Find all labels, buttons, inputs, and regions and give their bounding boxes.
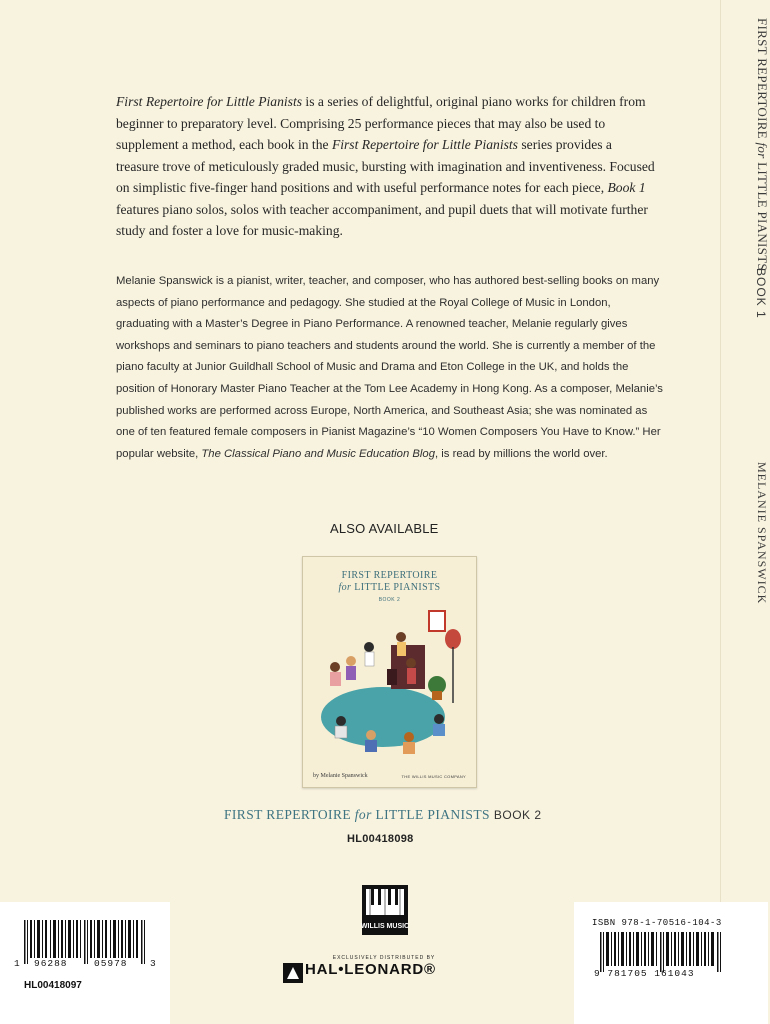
bio-text-2: , is read by millions the world over. <box>435 447 608 460</box>
also-available-heading: ALSO AVAILABLE <box>330 521 439 536</box>
bio-text-1: Melanie Spanswick is a pianist, writer, teacher, and composer, who has authored best-selling books on many aspects of piano performance and pedagogy. She studied at the Royal College of Music in London, graduating with a Master’s Degree in Piano Performance. A renowned teacher, Melanie regularly gives workshops and seminars to piano teachers and students around the world. She is currently a member of the piano faculty at Junior Guildhall School of Music and Drama and Eton College in the UK, and holds the position of Honorary Master Piano Teacher at the Tom Lee Academy in Hong Kong. As a composer, Melanie’s published works are performed across Europe, North America, and Southeast Asia; she was nominated as one of ten featured female composers in Pianist Magazine’s “10 Women Composers You Have to Know.” Her popular website, <box>116 275 663 460</box>
cover-book-label: BOOK 2 <box>378 597 401 603</box>
series-title-for: for <box>354 807 372 822</box>
bio-blog-title: The Classical Piano and Music Education Blog <box>201 447 436 460</box>
distributed-by: EXCLUSIVELY DISTRIBUTED BY <box>332 955 436 961</box>
child-5 <box>336 716 346 726</box>
child-7-body <box>403 742 415 754</box>
spine-book: BOOK 1 <box>754 268 768 319</box>
book2-cover <box>302 556 477 788</box>
child-6-body <box>365 740 377 752</box>
child-2 <box>364 642 374 652</box>
child-4-body <box>346 666 356 680</box>
cover-author: by Melanie Spanswick <box>313 773 368 779</box>
child-1-body <box>397 642 406 656</box>
spine-title-part1: FIRST REPERTOIRE <box>755 18 770 143</box>
teacher-body <box>407 668 416 684</box>
spine-title <box>754 18 770 271</box>
series-title-part1: FIRST REPERTOIRE <box>224 807 355 822</box>
spine-title-part2: LITTLE PIANISTS <box>755 158 770 271</box>
upc-check-digit: 3 <box>150 958 157 969</box>
plant-pot <box>432 691 442 700</box>
description-text-1: is a series of delightful, original piano works for children from beginner to preparatory level. Comprising 25 performance pieces that may also be used to supplement a method, each book in the <box>116 94 646 152</box>
picture-frame <box>429 611 445 631</box>
child-2-body <box>365 652 374 666</box>
child-8 <box>434 714 444 724</box>
cover-publisher: THE WILLIS MUSIC COMPANY <box>401 774 466 779</box>
barcode-isbn <box>574 902 768 1024</box>
child-6 <box>366 730 376 740</box>
series-book: BOOK 2 <box>493 808 542 822</box>
teacher <box>406 658 416 668</box>
isbn-bars <box>600 932 740 972</box>
spine-divider <box>720 0 721 1024</box>
spine <box>720 0 768 1024</box>
upc-digits-right: 05978 <box>94 958 128 969</box>
child-7 <box>404 732 414 742</box>
child-4 <box>346 656 356 666</box>
isbn-label: ISBN 978-1-70516-104-3 <box>592 918 722 928</box>
upc-digits-left: 96288 <box>34 958 68 969</box>
barcode-upc <box>0 902 170 1024</box>
description-text-3: features piano solos, solos with teacher accompaniment, and pupil duets that will motivate further study and foster a love for music-making. <box>116 201 648 238</box>
description-book: Book 1 <box>607 180 646 195</box>
cover-title-rest: LITTLE PIANISTS <box>351 582 441 593</box>
upc-lead-digit: 1 <box>14 958 21 969</box>
hal-leonard-logo-mark <box>283 963 303 983</box>
upc-hl-code: HL00418097 <box>24 980 82 991</box>
willis-music-logo <box>362 885 408 935</box>
description-title: First Repertoire for Little Pianists <box>116 94 303 109</box>
description-title-2: First Repertoire for Little Pianists <box>331 137 518 152</box>
series-description <box>116 91 658 242</box>
hal-leonard-wordmark: HAL•LEONARD® <box>305 961 436 978</box>
book2-series-title <box>224 807 542 823</box>
child-5-body <box>335 726 347 738</box>
piano-keys <box>387 669 397 685</box>
child-3-body <box>330 672 341 686</box>
spine-title-for: for <box>755 142 770 159</box>
series-title-part2: LITTLE PIANISTS <box>371 807 490 822</box>
cover-illustration <box>313 607 466 767</box>
child-3 <box>330 662 340 672</box>
child-1 <box>396 632 406 642</box>
cover-title-line2 <box>303 582 476 593</box>
author-bio <box>116 271 664 465</box>
book2-code: HL00418098 <box>347 833 414 845</box>
isbn-digits: 9 781705 161043 <box>594 968 695 979</box>
lamp-shade <box>445 629 461 649</box>
cover-title-line1: FIRST REPERTOIRE <box>341 570 438 581</box>
child-8-body <box>433 724 445 736</box>
description-text-2: series provides a treasure trove of meticulously graded music, bursting with imagination and inventiveness. Focused on simplistic five-finger hand positions and with useful performance notes for each piece, <box>116 137 655 195</box>
cover-title-for: for <box>338 582 352 593</box>
spine-author: MELANIE SPANSWICK <box>755 462 769 605</box>
svg-text:WILLIS MUSIC: WILLIS MUSIC <box>360 923 410 930</box>
